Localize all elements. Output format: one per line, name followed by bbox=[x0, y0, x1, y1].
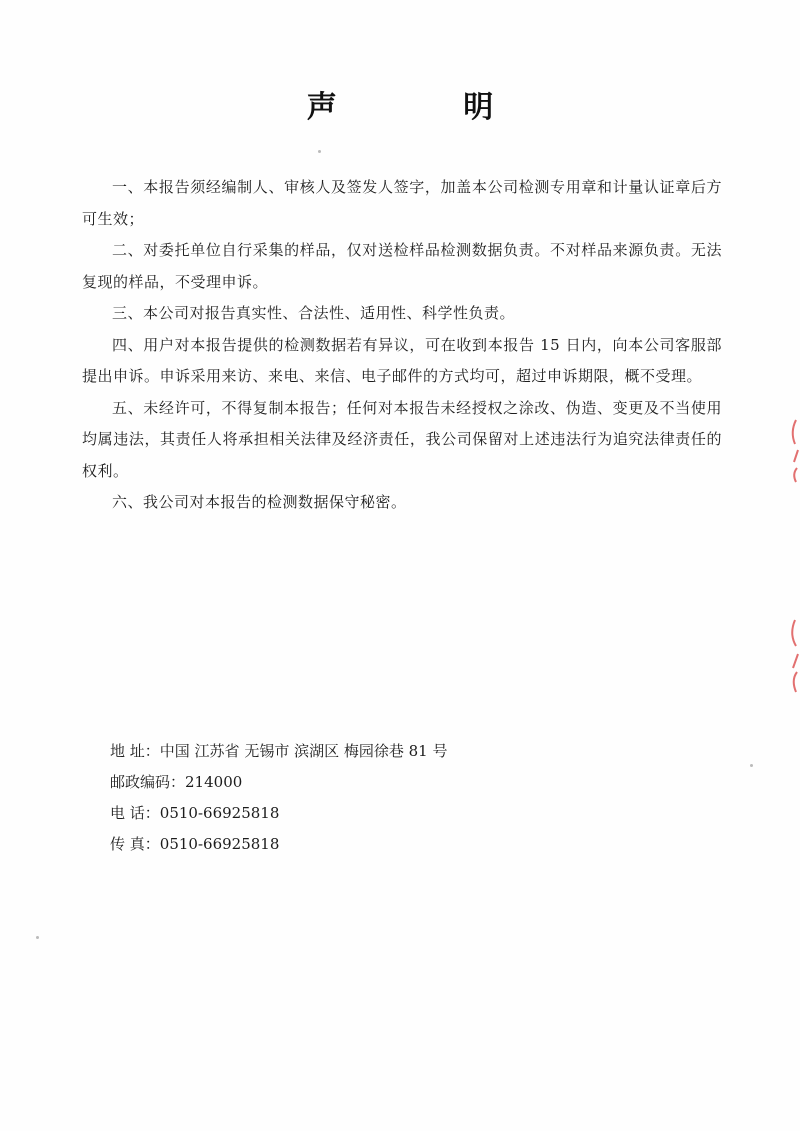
statement-body bbox=[82, 172, 722, 519]
address-value: 中国 江苏省 无锡市 滨湖区 梅园徐巷 81 号 bbox=[159, 742, 448, 760]
statement-paragraph-6: 六、我公司对本报告的检测数据保守秘密。 bbox=[112, 493, 407, 511]
address-label: 地 址： bbox=[110, 742, 160, 760]
contact-fax-row bbox=[110, 829, 447, 860]
statement-paragraph-3: 三、本公司对报告真实性、合法性、适用性、科学性负责。 bbox=[112, 304, 516, 322]
scan-speck bbox=[36, 936, 39, 939]
postcode-label: 邮政编码： bbox=[110, 773, 186, 791]
scan-speck bbox=[318, 150, 321, 153]
statement-paragraph-4: 四、用户对本报告提供的检测数据若有异议，可在收到本报告 15 日内，向本公司客服部提出申诉。申诉采用来访、来电、来信、电子邮件的方式均可，超过申诉期限，概不受理。 bbox=[82, 335, 722, 385]
page-title: 声 明 bbox=[306, 90, 552, 125]
scan-speck bbox=[750, 764, 753, 767]
statement-paragraph-5: 五、未经许可，不得复制本报告；任何对本报告未经授权之涂改、伪造、变更及不当使用均属违法，其责任人将承担相关法律及经济责任，我公司保留对上述违法行为追究法律责任的权利。 bbox=[82, 398, 722, 480]
postcode-value: 214000 bbox=[185, 773, 243, 791]
fax-label: 传 真： bbox=[110, 835, 160, 853]
fax-value: 0510-66925818 bbox=[159, 835, 280, 853]
phone-value: 0510-66925818 bbox=[159, 804, 280, 822]
statement-paragraph-1: 一、本报告须经编制人、审核人及签发人签字，加盖本公司检测专用章和计量认证章后方可生效； bbox=[82, 178, 722, 228]
contact-phone-row bbox=[110, 798, 447, 829]
seam-stamp-fragment bbox=[786, 410, 800, 710]
contact-postcode-row bbox=[110, 767, 447, 798]
statement-paragraph-2: 二、对委托单位自行采集的样品，仅对送检样品检测数据负责。不对样品来源负责。无法复现的样品，不受理申诉。 bbox=[82, 241, 722, 291]
contact-block bbox=[110, 736, 447, 860]
phone-label: 电 话： bbox=[110, 804, 160, 822]
contact-address-row bbox=[110, 736, 447, 767]
